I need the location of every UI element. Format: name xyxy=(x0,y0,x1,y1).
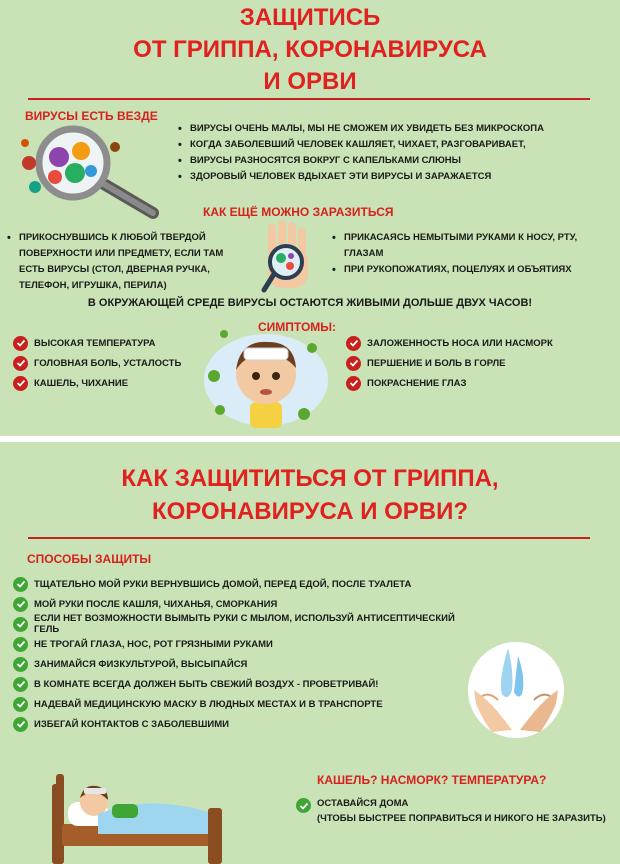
symptom-label: КАШЕЛЬ, ЧИХАНИЕ xyxy=(34,377,129,389)
infection-heading: КАК ЕЩЁ МОЖНО ЗАРАЗИТЬСЯ xyxy=(203,205,394,219)
symptom-label: ПЕРШЕНИЕ И БОЛЬ В ГОРЛЕ xyxy=(367,357,506,369)
check-icon xyxy=(346,336,361,351)
list-item: • ВИРУСЫ ОЧЕНЬ МАЛЫ, МЫ НЕ СМОЖЕМ ИХ УВИДЕТЬ БЕЗ МИКРОСКОПА xyxy=(176,121,606,137)
protect-label: ЕСЛИ НЕТ ВОЗМОЖНОСТИ ВЫМЫТЬ РУКИ С МЫЛОМ, ИСПОЛЬЗУЙ АНТИСЕПТИЧЕСКИЙ ГЕЛЬ xyxy=(34,613,455,635)
protect-label: ТЩАТЕЛЬНО МОЙ РУКИ ВЕРНУВШИСЬ ДОМОЙ, ПЕРЕД ЕДОЙ, ПОСЛЕ ТУАЛЕТА xyxy=(34,578,412,590)
list-item xyxy=(13,634,473,654)
sick-child-icon xyxy=(200,318,332,436)
list-item xyxy=(13,594,473,614)
list-item: • ПРИКОСНУВШИСЬ К ЛЮБОЙ ТВЕРДОЙ ПОВЕРХНОСТИ ИЛИ ПРЕДМЕТУ, ЕСЛИ ТАМ ЕСТЬ ВИРУСЫ (СТОЛ, ДВЕРНАЯ РУЧКА, ТЕЛЕФОН, ИГРУШКА, ПЕРИЛА) xyxy=(5,230,250,294)
symptom-label: ЗАЛОЖЕННОСТЬ НОСА ИЛИ НАСМОРК xyxy=(367,337,553,349)
section-separator xyxy=(0,436,620,442)
viruses-list xyxy=(176,121,606,185)
title-line-2: ОТ ГРИППА, КОРОНАВИРУСА xyxy=(133,36,487,63)
protect-title-line-1: КАК ЗАЩИТИТЬСЯ ОТ ГРИППА, xyxy=(121,465,499,492)
list-item: • КОГДА ЗАБОЛЕВШИЙ ЧЕЛОВЕК КАШЛЯЕТ, ЧИХАЕТ, РАЗГОВАРИВАЕТ, xyxy=(176,137,606,153)
protect-label: ИЗБЕГАЙ КОНТАКТОВ С ЗАБОЛЕВШИМИ xyxy=(34,718,229,730)
symptoms-left-list xyxy=(13,333,203,393)
title-line-3: И ОРВИ xyxy=(263,68,357,95)
sick-advice-line-2: (ЧТОБЫ БЫСТРЕЕ ПОПРАВИТЬСЯ И НИКОГО НЕ ЗАРАЗИТЬ) xyxy=(317,813,606,824)
list-item xyxy=(13,353,203,373)
magnifier-viruses-icon xyxy=(15,125,160,220)
check-icon xyxy=(13,597,28,612)
protect-list xyxy=(13,574,473,734)
protect-heading: СПОСОБЫ ЗАЩИТЫ xyxy=(27,552,152,566)
protect-divider xyxy=(28,537,590,539)
viruses-heading: ВИРУСЫ ЕСТЬ ВЕЗДЕ xyxy=(25,109,158,123)
title-divider xyxy=(28,98,590,100)
sick-advice-text xyxy=(317,796,606,826)
list-item xyxy=(13,674,473,694)
check-icon xyxy=(13,617,28,632)
sick-advice xyxy=(296,796,616,826)
protect-title-line-2: КОРОНАВИРУСА И ОРВИ? xyxy=(151,498,469,525)
check-icon xyxy=(346,356,361,371)
protect-label: НАДЕВАЙ МЕДИЦИНСКУЮ МАСКУ В ЛЮДНЫХ МЕСТАХ И В ТРАНСПОРТЕ xyxy=(34,698,383,710)
list-item xyxy=(13,333,203,353)
list-item xyxy=(346,373,611,393)
protect-label: ЗАНИМАЙСЯ ФИЗКУЛЬТУРОЙ, ВЫСЫПАЙСЯ xyxy=(34,658,248,670)
infection-left-list xyxy=(5,230,250,294)
list-item xyxy=(13,694,473,714)
list-item: • ЗДОРОВЫЙ ЧЕЛОВЕК ВДЫХАЕТ ЭТИ ВИРУСЫ И ЗАРАЖАЕТСЯ xyxy=(176,169,606,185)
check-icon xyxy=(13,577,28,592)
list-item xyxy=(176,153,606,169)
list-item: • ПРИКАСАЯСЬ НЕМЫТЫМИ РУКАМИ К НОСУ, РТУ, ГЛАЗАМ xyxy=(330,230,615,262)
symptoms-right-list xyxy=(346,333,611,393)
list-item: • ПРИ РУКОПОЖАТИЯХ, ПОЦЕЛУЯХ И ОБЪЯТИЯХ xyxy=(330,262,615,278)
sick-heading: КАШЕЛЬ? НАСМОРК? ТЕМПЕРАТУРА? xyxy=(317,773,547,787)
bed-patient-icon xyxy=(48,764,228,864)
check-icon xyxy=(13,336,28,351)
check-icon xyxy=(13,677,28,692)
check-icon xyxy=(346,376,361,391)
washing-hands-icon xyxy=(468,642,564,738)
check-icon xyxy=(296,798,311,813)
symptom-label: ВЫСОКАЯ ТЕМПЕРАТУРА xyxy=(34,337,156,349)
list-item xyxy=(13,654,473,674)
protect-label: НЕ ТРОГАЙ ГЛАЗА, НОС, РОТ ГРЯЗНЫМИ РУКАМИ xyxy=(34,638,273,650)
list-item xyxy=(13,614,473,634)
check-icon xyxy=(13,356,28,371)
list-item-continuation: ВИРУСЫ РАЗНОСЯТСЯ ВОКРУГ С КАПЕЛЬКАМИ СЛЮНЫ xyxy=(190,155,461,166)
list-item xyxy=(346,353,611,373)
environment-note: В ОКРУЖАЮЩЕЙ СРЕДЕ ВИРУСЫ ОСТАЮТСЯ ЖИВЫМИ ДОЛЬШЕ ДВУХ ЧАСОВ! xyxy=(87,297,533,309)
protect-label: МОЙ РУКИ ПОСЛЕ КАШЛЯ, ЧИХАНЬЯ, СМОРКАНИЯ xyxy=(34,598,278,610)
check-icon xyxy=(13,717,28,732)
sick-advice-line-1: ОСТАВАЙСЯ ДОМА xyxy=(317,798,409,809)
list-item xyxy=(296,796,616,826)
check-icon xyxy=(13,657,28,672)
list-item xyxy=(13,714,473,734)
check-icon xyxy=(13,376,28,391)
protect-label: В КОМНАТЕ ВСЕГДА ДОЛЖЕН БЫТЬ СВЕЖИЙ ВОЗДУХ - ПРОВЕТРИВАЙ! xyxy=(34,678,379,690)
poster-title xyxy=(0,2,620,98)
list-item xyxy=(13,574,473,594)
protect-title xyxy=(0,462,620,528)
symptom-label: ГОЛОВНАЯ БОЛЬ, УСТАЛОСТЬ xyxy=(34,357,182,369)
check-icon xyxy=(13,697,28,712)
symptom-label: ПОКРАСНЕНИЕ ГЛАЗ xyxy=(367,377,467,389)
infection-right-list xyxy=(330,230,615,278)
check-icon xyxy=(13,637,28,652)
symptoms-heading: СИМПТОМЫ: xyxy=(258,320,337,334)
list-item xyxy=(13,373,203,393)
title-line-1: ЗАЩИТИСЬ xyxy=(239,4,381,31)
hand-virus-icon xyxy=(256,220,321,298)
list-item xyxy=(346,333,611,353)
